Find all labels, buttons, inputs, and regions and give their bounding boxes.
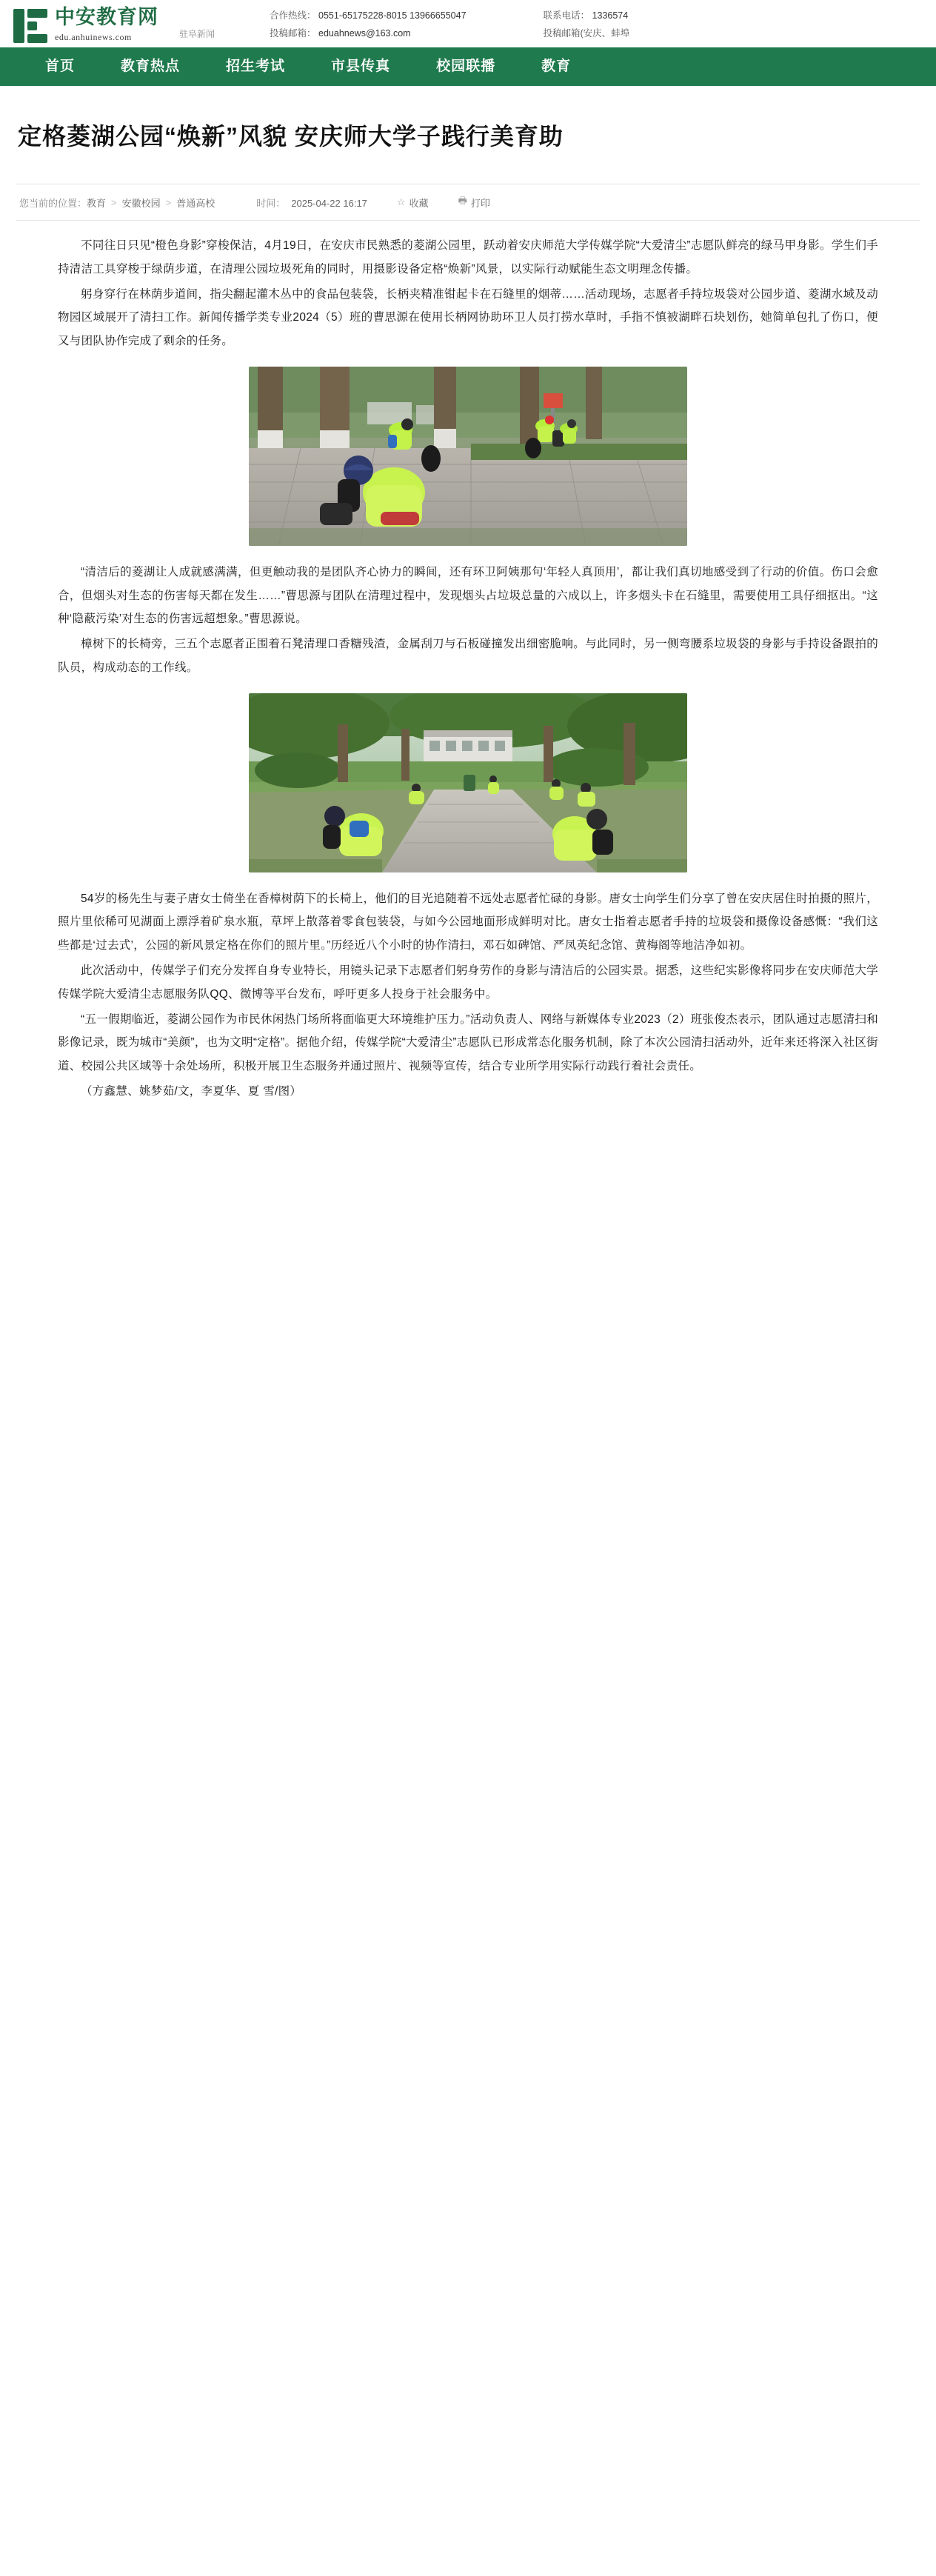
breadcrumb-item-anhui-campus[interactable]: 安徽校园 [121, 197, 161, 209]
article-container [0, 101, 936, 1112]
paragraph: 54岁的杨先生与妻子唐女士倚坐在香樟树荫下的长椅上，他们的目光追随着不远处志愿者忙碌的身影。唐女士向学生们分享了曾在安庆居住时拍摄的照片，照片里依稀可见湖面上漂浮着矿泉水瓶，草坪上散落着零食包装袋，与如今公园地面形成鲜明对比。唐女士指着志愿者手持的垃圾袋和摄像设备感慨：“我们这些都是‘过去式’，公园的新风景定格在你们的照片里。”历经近八个小时的协作清扫，邓石如碑馆、严凤英纪念馆、黄梅阁等地洁净如初。 [58, 892, 878, 952]
article-credits: （方鑫慧、姚梦茹/文，李夏华、夏 雪/图） [81, 1084, 302, 1098]
breadcrumb-prefix: 您当前的位置： [19, 197, 87, 209]
breadcrumb-item-universities[interactable]: 普通高校 [176, 197, 215, 209]
print-label: 打印 [470, 197, 490, 209]
breadcrumb-item-education[interactable]: 教育 [87, 197, 107, 209]
photo-1-illustration [249, 367, 687, 546]
nav-item-education[interactable]: 教育 [541, 59, 572, 74]
site-domain: edu.anhuinews.com [55, 32, 132, 42]
publish-time-label: 时间： [256, 197, 286, 209]
article-photo-2 [249, 693, 687, 872]
nav-item-home[interactable]: 首页 [45, 59, 76, 74]
logo-stamp-text: 驻阜新闻 [179, 28, 215, 39]
photo-2-illustration [249, 693, 687, 872]
breadcrumb-separator: > [111, 196, 117, 208]
article-photo-1 [249, 367, 687, 546]
paragraph: 躬身穿行在林荫步道间，指尖翻起灌木丛中的食品包装袋，长柄夹精准钳起卡在石缝里的烟蒂……活动现场，志愿者手持垃圾袋对公园步道、菱湖水域及动物园区域展开了清扫工作。新闻传播学类专业2024（5）班的曹思源在使用长柄网协助环卫人员打捞水草时，手指不慎被湖畔石块划伤，她简单包扎了伤口，便又与团队协作完成了剩余的任务。 [58, 287, 878, 348]
nav-item-education-hot[interactable]: 教育热点 [121, 59, 181, 74]
logo-mark-icon [13, 9, 47, 43]
contact-info-right [533, 7, 630, 43]
breadcrumb-separator: > [165, 196, 172, 208]
phone-label: 联系电话： [543, 10, 590, 21]
nav-item-city-county[interactable]: 市县传真 [331, 59, 391, 74]
nav-item-campus[interactable]: 校园联播 [436, 59, 496, 74]
paragraph: 此次活动中，传媒学子们充分发挥自身专业特长，用镜头记录下志愿者们躬身劳作的身影与清洁后的公园实景。据悉，这些纪实影像将同步在安庆师范大学传媒学院大爱清尘志愿服务队QQ、微博等平台发布，呼吁更多人投身于社会服务中。 [58, 964, 878, 1001]
page-title: 定格菱湖公园“焕新”风貌 安庆师大学子践行美育助 [18, 123, 564, 150]
paragraph: 樟树下的长椅旁，三五个志愿者正围着石凳清理口香糖残渣，金属刮刀与石板碰撞发出细密脆响。与此同时，另一侧弯腰系垃圾袋的身影与手持设备跟拍的队员，构成动态的工作线。 [58, 638, 878, 674]
publish-time [256, 196, 367, 210]
branch-email-label: 投稿邮箱(安庆、蚌埠 [543, 28, 630, 39]
site-logo[interactable] [13, 7, 172, 43]
publish-time-value: 2025-04-22 16:17 [291, 197, 367, 209]
paragraph: 不同往日只见“橙色身影”穿梭保洁，4月19日，在安庆市民熟悉的菱湖公园里，跃动着安庆师范大学传媒学院“大爱清尘”志愿队鲜亮的绿马甲身影。学生们手持清洁工具穿梭于绿荫步道，在清理公园垃圾死角的同时，用摄影设备定格“焕新”风景，以实际行动赋能生态文明理念传播。 [58, 239, 878, 276]
nav-item-admissions[interactable]: 招生考试 [226, 59, 286, 74]
collect-button[interactable] [397, 196, 429, 210]
hotline-label: 合作热线： [270, 10, 316, 21]
article-body [16, 221, 920, 1112]
paragraph: “清洁后的菱湖让人成就感满满，但更触动我的是团队齐心协力的瞬间，还有环卫阿姨那句‘年轻人真顶用’，都让我们真切地感受到了行动的价值。伤口会愈合，但烟头对生态的伤害每天都在发生……”曹思源与团队在清理过程中，发现烟头占垃圾总量的六成以上，许多烟头卡在石缝里，需要使用工具仔细抠出。“这种‘隐蔽污染’对生态的伤害远超想象。”曹思源说。 [58, 565, 878, 626]
phone-value: 1336574 [592, 10, 629, 21]
print-button[interactable] [458, 194, 490, 210]
hotline-value: 0551-65175228-8015 13966655047 [318, 10, 467, 21]
star-icon: ☆ [396, 196, 406, 208]
email-label: 投稿邮箱： [270, 28, 316, 39]
email-value: eduahnews@163.com [318, 28, 411, 39]
article-meta-bar [16, 184, 920, 221]
site-header [0, 0, 936, 47]
main-navigation [0, 47, 936, 86]
collect-label: 收藏 [409, 197, 429, 209]
contact-info-left [259, 7, 467, 43]
site-title: 中安教育网 [55, 6, 158, 28]
printer-icon: 🖶 [458, 195, 467, 207]
paragraph: “五一假期临近，菱湖公园作为市民休闲热门场所将面临更大环境维护压力。”活动负责人、网络与新媒体专业2023（2）班张俊杰表示，团队通过志愿清扫和影像记录，既为城市“美颜”，也为文明“定格”。据他介绍，传媒学院“大爱清尘”志愿队已形成常态化服务机制，除了本次公园清扫活动外，近年来还将深入社区街道、校园公共区域等十余处场所，积极开展卫生态服务并通过照片、视频等宣传，结合专业所学用实际行动践行着社会责任。 [58, 1012, 878, 1073]
